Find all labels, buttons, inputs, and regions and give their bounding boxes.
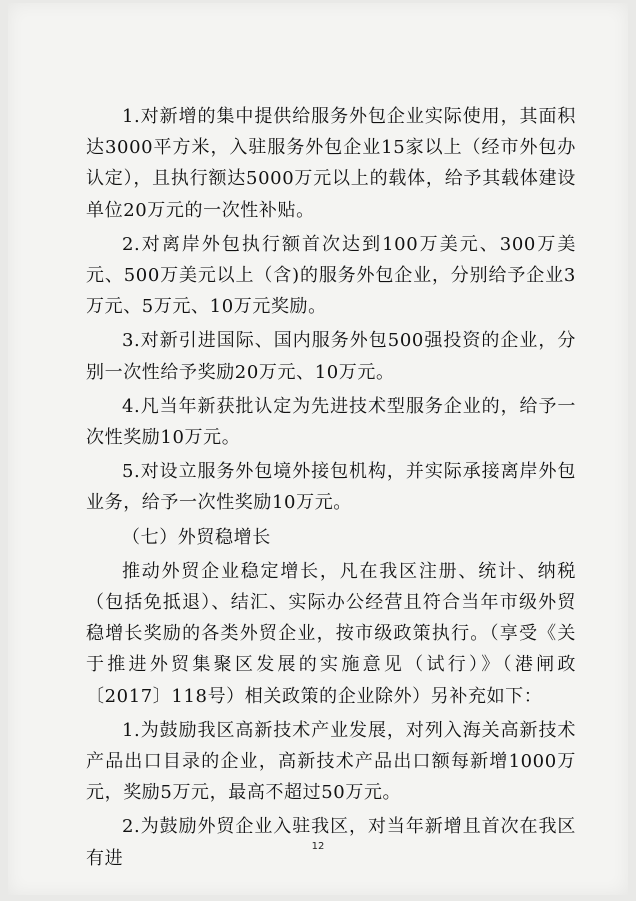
paragraph: 1.为鼓励我区高新技术产业发展，对列入海关高新技术产品出口目录的企业，高新技术产品出口额每新增1000万元，奖励5万元，最高不超过50万元。	[86, 719, 576, 804]
paragraph: 5.对设立服务外包境外接包机构，并实际承接离岸外包业务，给予一次性奖励10万元。	[86, 461, 576, 514]
section-heading: （七）外贸稳增长	[122, 526, 271, 548]
paragraph: 4.凡当年新获批认定为先进技术型服务企业的，给予一次性奖励10万元。	[86, 395, 576, 449]
page-body	[86, 101, 576, 877]
document-page	[8, 3, 628, 895]
paragraph: 推动外贸企业稳定增长，凡在我区注册、统计、纳税（包括免抵退）、结汇、实际办公经营且符合当年市级外贸稳增长奖励的各类外贸企业，按市级政策执行。（享受《关于推进外贸集聚区发展的实施意见（试行）》（港闸政〔2017〕118号）相关政策的企业除外）另补充如下：	[86, 560, 576, 707]
paragraph: 2.为鼓励外贸企业入驻我区，对当年新增且首次在我区有进	[86, 816, 576, 869]
paragraph: 1.对新增的集中提供给服务外包企业实际使用，其面积达3000平方米，入驻服务外包企业15家以上（经市外包办认定），且执行额达5000万元以上的载体，给予其载体建设单位20万元的一次性补贴。	[86, 106, 576, 221]
paragraph: 3.对新引进国际、国内服务外包500强投资的企业，分别一次性给予奖励20万元、10万元。	[86, 330, 576, 383]
page-number: 12	[311, 841, 325, 852]
paragraph: 2.对离岸外包执行额首次达到100万美元、300万美元、500万美元以上（含)的服务外包企业，分别给予企业3万元、5万元、10万元奖励。	[86, 233, 576, 318]
